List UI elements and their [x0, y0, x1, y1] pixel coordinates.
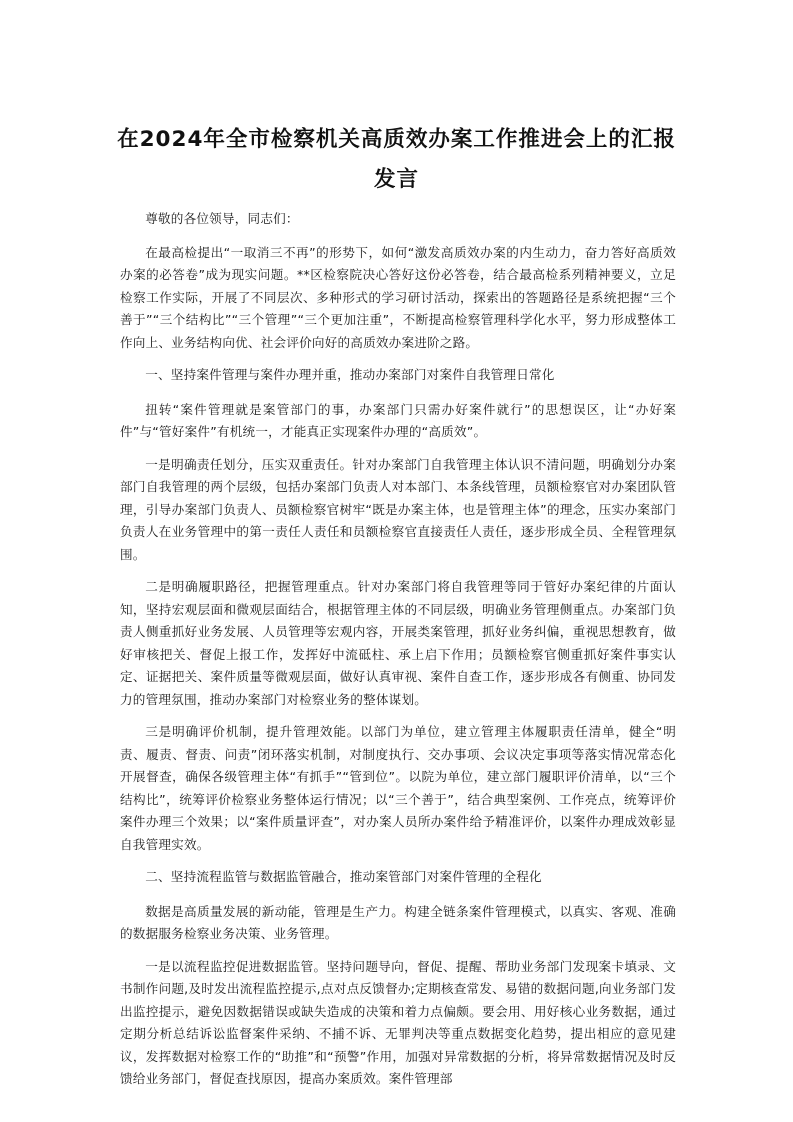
paragraph: 一是以流程监控促进数据监管。坚持问题导向，督促、提醒、帮助业务部门发现案卡填录、文书制作问题,及时发出流程监控提示,点对点反馈督办;定期核查常发、易错的数据问题,向业务部门发出监控提示，避免因数据错误或缺失造成的决策和着力点偏颇。要会用、用好核心业务数据，通过定期分析总结诉讼监督案件采纳、不捕不诉、无罪判决等重点数据变化趋势，提出相应的意见建议，发挥数据对检察工作的“助推”和“预警”作用，加强对异常数据的分析，将异常数据情况及时反馈给业务部门，督促查找原因，提高办案质效。案件管理部 [120, 958, 676, 1086]
paragraph: 二是明确履职路径，把握管理重点。针对办案部门将自我管理等同于管好办案纪律的片面认知，坚持宏观层面和微观层面结合，根据管理主体的不同层级，明确业务管理侧重点。办案部门负责人侧重抓好业务发展、人员管理等宏观内容，开展类案管理，抓好业务纠偏，重视思想教育，做好审核把关、督促上报工作，发挥好中流砥柱、承上启下作用；员额检察官侧重抓好案件事实认定、证据把关、案件质量等微观层面，做好认真审视、案件自查工作，逐步形成各有侧重、协同发力的管理氛围，推动办案部门对检察业务的整体谋划。 [120, 579, 676, 707]
document-body [120, 208, 676, 1101]
section-heading-2: 二、坚持流程监管与数据监管融合，推动案管部门对案件管理的全程化 [145, 869, 542, 884]
paragraph-intro: 在最高检提出“一取消三不再”的形势下，如何“激发高质效办案的内生动力，奋力答好高质效办案的必答卷”成为现实问题。**区检察院决心答好这份必答卷，结合最高检系列精神要义，立足检察工作实际，开展了不同层次、多种形式的学习研讨活动，探索出的答题路径是系统把握“三个善于”“三个结构比”“三个管理”“三个更加注重”，不断提高检察管理科学化水平，努力形成整体工作向上、业务结构向优、社会评价向好的高质效办案进阶之路。 [120, 244, 676, 350]
section-heading-1: 一、坚持案件管理与案件办理并重，推动办案部门对案件自我管理日常化 [145, 367, 555, 382]
paragraph: 数据是高质量发展的新动能，管理是生产力。构建全链条案件管理模式，以真实、客观、准确的数据服务检察业务决策、业务管理。 [120, 903, 676, 941]
paragraph: 扭转“案件管理就是案管部门的事，办案部门只需办好案件就行”的思想误区，让“办好案件”与“管好案件”有机统一，才能真正实现案件办理的“高质效”。 [120, 401, 676, 439]
paragraph: 三是明确评价机制，提升管理效能。以部门为单位，建立管理主体履职责任清单，健全“明责、履责、督责、问责”闭环落实机制，对制度执行、交办事项、会议决定事项等落实情况常态化开展督查，确保各级管理主体“有抓手”“管到位”。以院为单位，建立部门履职评价清单，以“三个结构比”，统筹评价检察业务整体运行情况；以“三个善于”，结合典型案例、工作亮点，统筹评价案件办理三个效果；以“案件质量评查”，对办案人员所办案件给予精准评价，以案件办理成效彰显自我管理实效。 [120, 724, 676, 852]
salutation: 尊敬的各位领导，同志们： [145, 211, 299, 226]
document-title: 在2024年全市检察机关高质效办案工作推进会上的汇报发言 [117, 127, 676, 192]
paragraph: 一是明确责任划分，压实双重责任。针对办案部门自我管理主体认识不清问题，明确划分办案部门自我管理的两个层级，包括办案部门负责人对本部门、本条线管理，员额检察官对办案团队管理，引导办案部门负责人、员额检察官树牢“既是办案主体，也是管理主体”的理念，压实办案部门负责人在业务管理中的第一责任人责任和员额检察官直接责任人责任，逐步形成全员、全程管理氛围。 [120, 456, 676, 562]
